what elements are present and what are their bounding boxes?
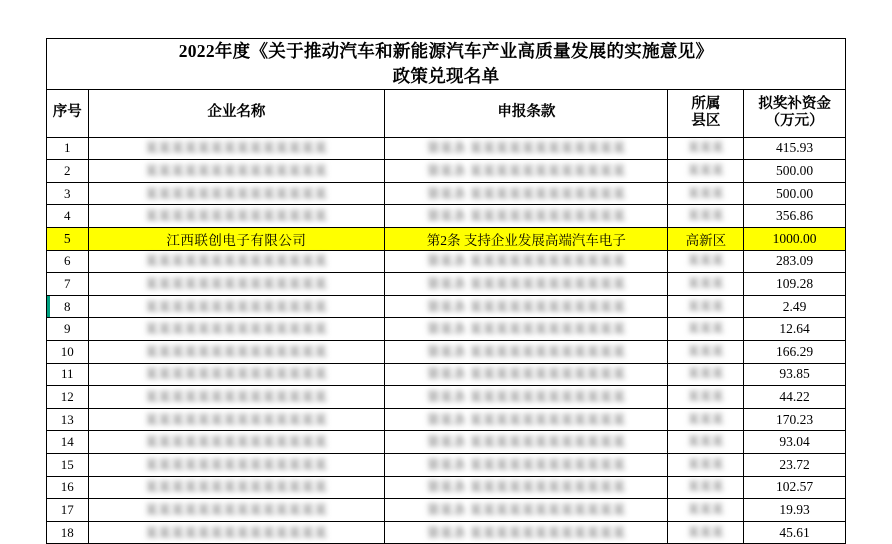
cell-clause-redacted: 第某条 某某某某某某某某某某某某	[427, 457, 626, 472]
cell-index	[47, 273, 89, 296]
column-header-district	[668, 89, 744, 137]
table-row[interactable]	[47, 476, 846, 499]
cell-amount	[744, 228, 846, 251]
cell-clause	[385, 228, 668, 251]
cell-company-redacted: 某某某某某某某某某某某某某某	[145, 299, 328, 314]
cell-index	[47, 205, 89, 228]
cell-amount	[744, 182, 846, 205]
cell-amount	[744, 476, 846, 499]
cell-company-redacted: 某某某某某某某某某某某某某某	[145, 209, 328, 224]
cell-clause	[385, 499, 668, 522]
amount-value: 19.93	[779, 501, 810, 517]
cell-company	[88, 454, 385, 477]
cell-clause	[385, 182, 668, 205]
cell-district	[668, 205, 744, 228]
cell-company	[88, 499, 385, 522]
column-header-amount-line-2: （万元）	[765, 113, 824, 130]
row-selection-marker	[47, 296, 50, 318]
cell-clause	[385, 476, 668, 499]
cell-clause	[385, 250, 668, 273]
column-header-amount-line-1: 拟奖补资金	[758, 95, 831, 112]
cell-company	[88, 476, 385, 499]
row-index-value: 11	[60, 366, 74, 382]
row-index-value: 5	[63, 230, 71, 246]
cell-district	[668, 499, 744, 522]
cell-company	[88, 318, 385, 341]
cell-index	[47, 250, 89, 273]
cell-company	[88, 273, 385, 296]
column-header-index: 序号	[47, 89, 89, 137]
cell-company	[88, 250, 385, 273]
cell-index	[47, 228, 89, 251]
cell-amount	[744, 454, 846, 477]
cell-company	[88, 160, 385, 183]
cell-district-redacted: 某某某	[687, 503, 724, 516]
cell-district	[668, 341, 744, 364]
amount-value: 2.49	[782, 298, 807, 314]
cell-amount	[744, 137, 846, 160]
cell-clause-redacted: 第某条 某某某某某某某某某某某某	[427, 277, 626, 292]
cell-clause-redacted: 第某条 某某某某某某某某某某某某	[427, 254, 626, 269]
cell-clause-redacted: 第某条 某某某某某某某某某某某某	[427, 209, 626, 224]
cell-company	[88, 295, 385, 318]
row-index-value: 8	[64, 298, 71, 314]
row-index-value: 17	[60, 501, 74, 517]
cell-district-redacted: 某某某	[687, 187, 724, 200]
cell-district	[668, 476, 744, 499]
cell-clause	[385, 160, 668, 183]
cell-amount	[744, 160, 846, 183]
cell-clause-redacted: 第某条 某某某某某某某某某某某某	[427, 299, 626, 314]
cell-district	[668, 160, 744, 183]
cell-district	[668, 182, 744, 205]
amount-value: 170.23	[776, 411, 814, 427]
row-index-value: 4	[64, 208, 71, 224]
cell-company-redacted: 某某某某某某某某某某某某某某	[145, 254, 328, 269]
cell-company	[88, 521, 385, 544]
cell-amount	[744, 295, 846, 318]
cell-district	[668, 386, 744, 409]
cell-company-redacted: 某某某某某某某某某某某某某某	[145, 277, 328, 292]
cell-clause-redacted: 第某条 某某某某某某某某某某某某	[427, 412, 626, 427]
cell-company	[88, 408, 385, 431]
cell-district	[668, 363, 744, 386]
cell-amount	[744, 521, 846, 544]
cell-index	[47, 341, 89, 364]
cell-district-value: 高新区	[685, 232, 727, 248]
cell-index	[47, 160, 89, 183]
cell-clause	[385, 318, 668, 341]
cell-clause-redacted: 第某条 某某某某某某某某某某某某	[427, 141, 626, 156]
cell-district-redacted: 某某某	[687, 413, 724, 426]
amount-value: 102.57	[776, 479, 814, 495]
cell-company-redacted: 某某某某某某某某某某某某某某	[145, 435, 328, 450]
table-row[interactable]	[47, 408, 846, 431]
table-row[interactable]	[47, 182, 846, 205]
cell-amount	[744, 205, 846, 228]
cell-district	[668, 431, 744, 454]
cell-district-redacted: 某某某	[687, 526, 724, 539]
cell-clause	[385, 363, 668, 386]
table-row[interactable]	[47, 205, 846, 228]
table-row[interactable]	[47, 521, 846, 544]
table-row[interactable]	[47, 363, 846, 386]
amount-value: 109.28	[776, 276, 814, 292]
title-line-1: 2022年度《关于推动汽车和新能源汽车产业高质量发展的实施意见》	[178, 41, 714, 61]
cell-district	[668, 521, 744, 544]
cell-company	[88, 205, 385, 228]
cell-clause-redacted: 第某条 某某某某某某某某某某某某	[427, 344, 626, 359]
amount-value: 283.09	[776, 253, 814, 269]
cell-company-redacted: 某某某某某某某某某某某某某某	[145, 141, 328, 156]
cell-index	[47, 295, 89, 318]
column-header-district-line-2: 县区	[691, 113, 721, 130]
amount-value: 1000.00	[772, 230, 817, 246]
cell-index	[47, 386, 89, 409]
cell-district-redacted: 某某某	[687, 391, 724, 404]
row-index-value: 1	[64, 140, 71, 156]
cell-clause	[385, 295, 668, 318]
amount-value: 166.29	[776, 343, 814, 359]
row-index-value: 9	[64, 321, 71, 337]
cell-district-redacted: 某某某	[687, 300, 724, 313]
cell-company	[88, 431, 385, 454]
column-header-amount	[744, 89, 846, 137]
cell-company	[88, 137, 385, 160]
row-index-value: 14	[60, 434, 74, 450]
cell-amount	[744, 318, 846, 341]
amount-value: 45.61	[779, 524, 810, 540]
cell-index	[47, 476, 89, 499]
amount-value: 12.64	[779, 321, 810, 337]
policy-payout-table	[46, 38, 846, 544]
cell-district-redacted: 某某某	[687, 323, 724, 336]
cell-clause-redacted: 第某条 某某某某某某某某某某某某	[427, 525, 626, 540]
cell-index	[47, 521, 89, 544]
cell-company-redacted: 某某某某某某某某某某某某某某	[145, 412, 328, 427]
cell-company	[88, 182, 385, 205]
cell-company-redacted: 某某某某某某某某某某某某某某	[145, 457, 328, 472]
table-row[interactable]	[47, 431, 846, 454]
cell-amount	[744, 363, 846, 386]
cell-district	[668, 408, 744, 431]
cell-district-redacted: 某某某	[687, 255, 724, 268]
cell-clause-redacted: 第某条 某某某某某某某某某某某某	[427, 367, 626, 382]
table-row[interactable]	[47, 137, 846, 160]
cell-amount	[744, 386, 846, 409]
cell-index	[47, 182, 89, 205]
amount-value: 356.86	[776, 208, 814, 224]
amount-value: 500.00	[776, 163, 814, 179]
cell-company-redacted: 某某某某某某某某某某某某某某	[145, 367, 328, 382]
cell-clause-value: 第2条 支持企业发展高端汽车电子	[426, 232, 626, 248]
cell-amount	[744, 408, 846, 431]
row-index-value: 13	[60, 411, 74, 427]
cell-clause-redacted: 第某条 某某某某某某某某某某某某	[427, 186, 626, 201]
cell-clause	[385, 341, 668, 364]
cell-clause	[385, 273, 668, 296]
cell-clause-redacted: 第某条 某某某某某某某某某某某某	[427, 502, 626, 517]
cell-company-value: 江西联创电子有限公司	[166, 232, 307, 248]
title-line-2: 政策兑现名单	[392, 65, 500, 86]
cell-clause	[385, 386, 668, 409]
cell-amount	[744, 431, 846, 454]
cell-index	[47, 408, 89, 431]
table-row[interactable]	[47, 318, 846, 341]
cell-company	[88, 228, 385, 251]
table-header-row	[47, 89, 846, 137]
cell-district-redacted: 某某某	[687, 210, 724, 223]
amount-value: 415.93	[776, 140, 814, 156]
cell-clause	[385, 205, 668, 228]
amount-value: 93.04	[779, 434, 810, 450]
cell-index	[47, 431, 89, 454]
cell-company-redacted: 某某某某某某某某某某某某某某	[145, 322, 328, 337]
document-title	[47, 39, 846, 90]
table-row[interactable]	[47, 295, 846, 318]
cell-district	[668, 273, 744, 296]
cell-clause-redacted: 第某条 某某某某某某某某某某某某	[427, 480, 626, 495]
cell-index	[47, 137, 89, 160]
cell-district-redacted: 某某某	[687, 368, 724, 381]
column-header-company: 企业名称	[88, 89, 385, 137]
cell-company-redacted: 某某某某某某某某某某某某某某	[145, 390, 328, 405]
cell-amount	[744, 341, 846, 364]
cell-district-redacted: 某某某	[687, 436, 724, 449]
cell-company-redacted: 某某某某某某某某某某某某某某	[145, 164, 328, 179]
cell-clause	[385, 521, 668, 544]
cell-district	[668, 295, 744, 318]
cell-amount	[744, 250, 846, 273]
cell-clause	[385, 137, 668, 160]
cell-company-redacted: 某某某某某某某某某某某某某某	[145, 502, 328, 517]
cell-clause-redacted: 第某条 某某某某某某某某某某某某	[427, 164, 626, 179]
cell-district-redacted: 某某某	[687, 345, 724, 358]
cell-company	[88, 386, 385, 409]
cell-district	[668, 318, 744, 341]
cell-district-redacted: 某某某	[687, 458, 724, 471]
cell-district-redacted: 某某某	[687, 481, 724, 494]
table-row[interactable]	[47, 499, 846, 522]
cell-district-redacted: 某某某	[687, 278, 724, 291]
cell-district	[668, 454, 744, 477]
cell-clause-redacted: 第某条 某某某某某某某某某某某某	[427, 390, 626, 405]
cell-amount	[744, 273, 846, 296]
table-row[interactable]	[47, 341, 846, 364]
cell-index	[47, 318, 89, 341]
cell-district	[668, 250, 744, 273]
amount-value: 44.22	[779, 389, 810, 405]
cell-company-redacted: 某某某某某某某某某某某某某某	[145, 480, 328, 495]
row-index-value: 12	[60, 389, 74, 405]
cell-clause	[385, 431, 668, 454]
table-row[interactable]	[47, 250, 846, 273]
row-index-value: 7	[64, 276, 71, 292]
cell-company	[88, 341, 385, 364]
column-header-clause: 申报条款	[385, 89, 668, 137]
row-index-value: 6	[64, 253, 71, 269]
cell-company-redacted: 某某某某某某某某某某某某某某	[145, 344, 328, 359]
table-row[interactable]	[47, 386, 846, 409]
cell-index	[47, 499, 89, 522]
cell-company-redacted: 某某某某某某某某某某某某某某	[145, 525, 328, 540]
table-row[interactable]	[47, 228, 846, 251]
cell-company	[88, 363, 385, 386]
cell-district-redacted: 某某某	[687, 165, 724, 178]
amount-value: 23.72	[779, 456, 810, 472]
cell-amount	[744, 499, 846, 522]
amount-value: 93.85	[779, 366, 810, 382]
cell-clause	[385, 408, 668, 431]
cell-clause-redacted: 第某条 某某某某某某某某某某某某	[427, 322, 626, 337]
table-row[interactable]	[47, 454, 846, 477]
row-index-value: 3	[64, 185, 71, 201]
table-row[interactable]	[47, 273, 846, 296]
row-index-value: 16	[60, 479, 74, 495]
row-index-value: 2	[64, 163, 71, 179]
cell-clause	[385, 454, 668, 477]
cell-company-redacted: 某某某某某某某某某某某某某某	[145, 186, 328, 201]
column-header-district-line-1: 所属	[691, 95, 721, 112]
table-row[interactable]	[47, 160, 846, 183]
cell-index	[47, 363, 89, 386]
cell-index	[47, 454, 89, 477]
cell-district	[668, 228, 744, 251]
table-title-row	[47, 39, 846, 90]
row-index-value: 18	[60, 524, 74, 540]
cell-district	[668, 137, 744, 160]
amount-value: 500.00	[776, 185, 814, 201]
cell-clause-redacted: 第某条 某某某某某某某某某某某某	[427, 435, 626, 450]
cell-district-redacted: 某某某	[687, 142, 724, 155]
row-index-value: 10	[60, 343, 74, 359]
row-index-value: 15	[60, 456, 74, 472]
